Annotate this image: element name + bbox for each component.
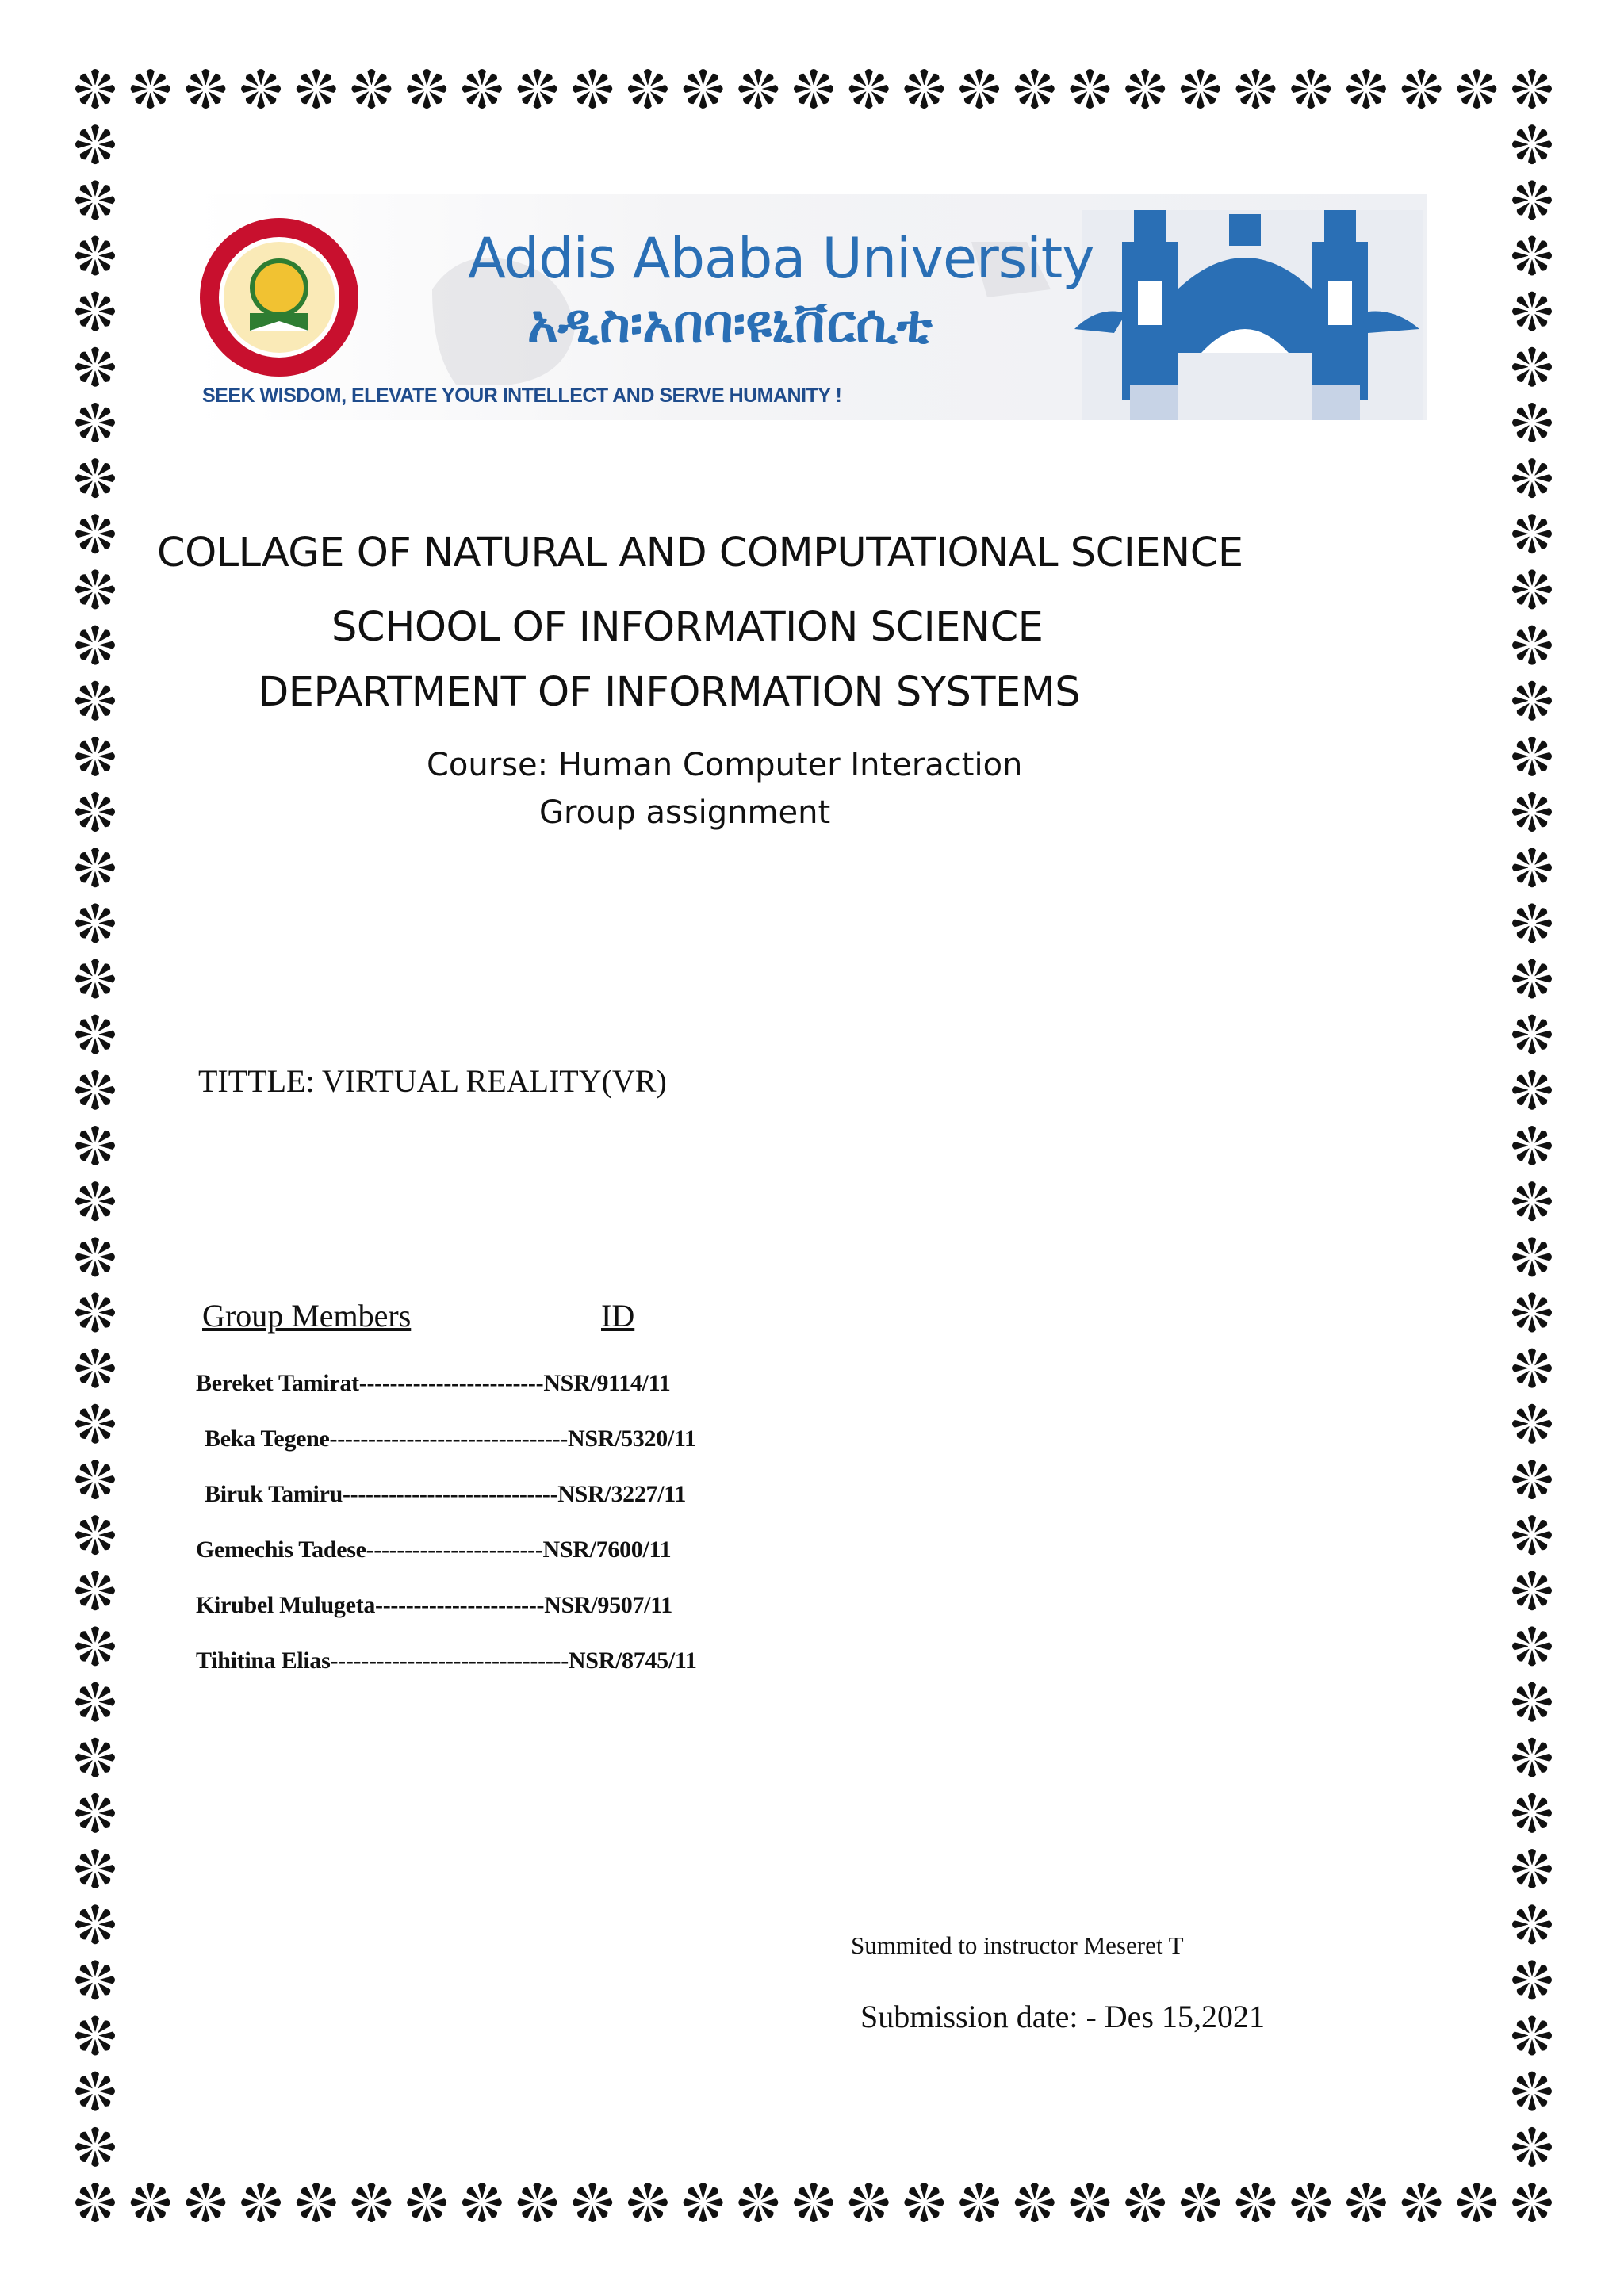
border-star-icon — [1512, 681, 1552, 721]
border-star-icon — [75, 1292, 115, 1332]
assignment-type: Group assignment — [539, 794, 831, 831]
border-star-icon — [1125, 69, 1165, 109]
border-star-icon — [75, 1181, 115, 1221]
border-star-icon — [1512, 1849, 1552, 1888]
border-star-icon — [1512, 1904, 1552, 1944]
border-star-icon — [1512, 1738, 1552, 1777]
submitted-to-instructor: Summited to instructor Meseret T — [851, 1931, 1184, 1959]
border-star-icon — [75, 2183, 115, 2222]
border-star-icon — [75, 626, 115, 665]
border-star-icon — [1457, 69, 1496, 109]
border-star-icon — [628, 69, 668, 109]
group-members-header: Group Members — [202, 1298, 412, 1334]
member-row: Gemechis Tadese-----------------------NSR/7600/11 — [196, 1536, 672, 1563]
border-star-icon — [1512, 1515, 1552, 1555]
id-column-header: ID — [601, 1298, 635, 1334]
border-star-icon — [75, 1682, 115, 1722]
border-star-icon — [849, 2183, 889, 2222]
border-star-icon — [1512, 1015, 1552, 1054]
border-star-icon — [75, 124, 115, 164]
border-star-icon — [1512, 737, 1552, 776]
border-star-icon — [241, 69, 281, 109]
border-star-icon — [1512, 792, 1552, 832]
border-star-icon — [75, 848, 115, 887]
border-star-icon — [1512, 903, 1552, 943]
border-star-icon — [75, 1738, 115, 1777]
border-star-icon — [1512, 1960, 1552, 1999]
border-star-icon — [1015, 2183, 1055, 2222]
border-star-icon — [1512, 235, 1552, 275]
border-star-icon — [75, 347, 115, 387]
border-star-icon — [75, 1960, 115, 1999]
member-row: Tihitina Elias-------------------------------NSR/8745/11 — [196, 1647, 697, 1674]
member-row: Kirubel Mulugeta----------------------NSR/9507/11 — [196, 1592, 672, 1618]
border-star-icon — [1512, 347, 1552, 387]
border-star-icon — [1512, 2016, 1552, 2056]
border-star-icon — [75, 2127, 115, 2167]
border-star-icon — [849, 69, 889, 109]
border-star-icon — [518, 2183, 557, 2222]
border-star-icon — [75, 180, 115, 220]
border-star-icon — [738, 2183, 778, 2222]
border-star-icon — [684, 69, 723, 109]
member-row: Bereket Tamirat------------------------NSR/9114/11 — [196, 1370, 671, 1396]
border-star-icon — [186, 69, 225, 109]
banner-motto: SEEK WISDOM, ELEVATE YOUR INTELLECT AND SERVE HUMANITY ! — [202, 385, 842, 407]
border-star-icon — [959, 2183, 999, 2222]
border-star-icon — [1512, 1292, 1552, 1332]
banner-university-name: Addis Ababa University — [468, 226, 1094, 291]
border-star-icon — [959, 69, 999, 109]
border-star-icon — [1291, 2183, 1331, 2222]
school-heading: SCHOOL OF INFORMATION SCIENCE — [331, 604, 1044, 651]
border-star-icon — [241, 2183, 281, 2222]
border-star-icon — [407, 69, 446, 109]
university-banner — [194, 194, 1427, 420]
border-star-icon — [1512, 2127, 1552, 2167]
border-star-icon — [75, 1793, 115, 1833]
border-star-icon — [1512, 1126, 1552, 1165]
border-star-icon — [75, 1404, 115, 1444]
border-star-icon — [904, 69, 944, 109]
course-line: Course: Human Computer Interaction — [427, 747, 1023, 783]
border-star-icon — [1070, 69, 1109, 109]
border-star-icon — [75, 959, 115, 999]
border-star-icon — [684, 2183, 723, 2222]
border-star-icon — [1512, 124, 1552, 164]
border-star-icon — [75, 1849, 115, 1888]
border-star-icon — [1512, 959, 1552, 999]
border-star-icon — [75, 1015, 115, 1054]
border-star-icon — [1512, 1682, 1552, 1722]
border-star-icon — [1291, 69, 1331, 109]
border-star-icon — [1346, 69, 1386, 109]
border-star-icon — [75, 1126, 115, 1165]
border-star-icon — [75, 681, 115, 721]
border-star-icon — [75, 1571, 115, 1610]
border-star-icon — [297, 69, 336, 109]
border-star-icon — [1125, 2183, 1165, 2222]
border-star-icon — [1512, 626, 1552, 665]
border-star-icon — [75, 1237, 115, 1276]
border-star-icon — [573, 69, 612, 109]
border-star-icon — [131, 69, 170, 109]
border-star-icon — [1512, 1070, 1552, 1110]
university-seal-icon — [200, 218, 358, 377]
border-star-icon — [1512, 2183, 1552, 2222]
member-row: Beka Tegene-------------------------------NSR/5320/11 — [205, 1425, 696, 1452]
border-star-icon — [1457, 2183, 1496, 2222]
border-star-icon — [75, 69, 115, 109]
border-star-icon — [75, 1904, 115, 1944]
department-heading: DEPARTMENT OF INFORMATION SYSTEMS — [258, 669, 1081, 716]
border-star-icon — [1181, 69, 1220, 109]
border-star-icon — [75, 737, 115, 776]
banner-university-name-amharic: አዲስ፡አበባ፡ዩኒቨርሲቲ — [527, 293, 933, 354]
border-star-icon — [75, 292, 115, 331]
border-star-icon — [75, 903, 115, 943]
border-star-icon — [186, 2183, 225, 2222]
border-star-icon — [1512, 1237, 1552, 1276]
submission-date: Submission date: - Des 15,2021 — [860, 1999, 1265, 2034]
border-star-icon — [75, 403, 115, 442]
border-star-icon — [131, 2183, 170, 2222]
border-star-icon — [75, 569, 115, 609]
border-star-icon — [1512, 1349, 1552, 1388]
border-star-icon — [351, 69, 391, 109]
border-star-icon — [1402, 69, 1442, 109]
border-star-icon — [1512, 1181, 1552, 1221]
border-star-icon — [75, 235, 115, 275]
college-heading: COLLAGE OF NATURAL AND COMPUTATIONAL SCIENCE — [157, 530, 1243, 576]
document-title: TITTLE: VIRTUAL REALITY(VR) — [198, 1063, 667, 1099]
border-star-icon — [75, 2072, 115, 2111]
border-star-icon — [1512, 1626, 1552, 1666]
border-star-icon — [1512, 1460, 1552, 1499]
border-star-icon — [1015, 69, 1055, 109]
border-star-icon — [1512, 1404, 1552, 1444]
border-star-icon — [1512, 69, 1552, 109]
border-star-icon — [462, 69, 502, 109]
border-star-icon — [351, 2183, 391, 2222]
border-star-icon — [1236, 2183, 1276, 2222]
border-star-icon — [75, 1515, 115, 1555]
border-star-icon — [628, 2183, 668, 2222]
border-star-icon — [75, 514, 115, 553]
border-star-icon — [75, 1349, 115, 1388]
border-star-icon — [1512, 2072, 1552, 2111]
border-star-icon — [462, 2183, 502, 2222]
border-star-icon — [297, 2183, 336, 2222]
border-star-icon — [1512, 292, 1552, 331]
border-star-icon — [1512, 848, 1552, 887]
border-star-icon — [1236, 69, 1276, 109]
border-star-icon — [75, 792, 115, 832]
border-star-icon — [75, 1460, 115, 1499]
border-star-icon — [75, 1070, 115, 1110]
border-star-icon — [794, 69, 833, 109]
border-star-icon — [904, 2183, 944, 2222]
border-star-icon — [794, 2183, 833, 2222]
member-row: Biruk Tamiru----------------------------NSR/3227/11 — [205, 1481, 687, 1507]
university-building-icon — [1074, 210, 1423, 420]
border-star-icon — [1070, 2183, 1109, 2222]
border-star-icon — [75, 458, 115, 498]
border-star-icon — [738, 69, 778, 109]
border-star-icon — [518, 69, 557, 109]
border-star-icon — [573, 2183, 612, 2222]
border-star-icon — [1181, 2183, 1220, 2222]
border-star-icon — [1512, 1571, 1552, 1610]
border-star-icon — [1512, 1793, 1552, 1833]
border-star-icon — [75, 1626, 115, 1666]
border-star-icon — [1512, 458, 1552, 498]
border-star-icon — [1512, 403, 1552, 442]
border-star-icon — [407, 2183, 446, 2222]
border-star-icon — [1512, 180, 1552, 220]
border-star-icon — [1512, 569, 1552, 609]
border-star-icon — [75, 2016, 115, 2056]
border-star-icon — [1346, 2183, 1386, 2222]
border-star-icon — [1402, 2183, 1442, 2222]
border-star-icon — [1512, 514, 1552, 553]
